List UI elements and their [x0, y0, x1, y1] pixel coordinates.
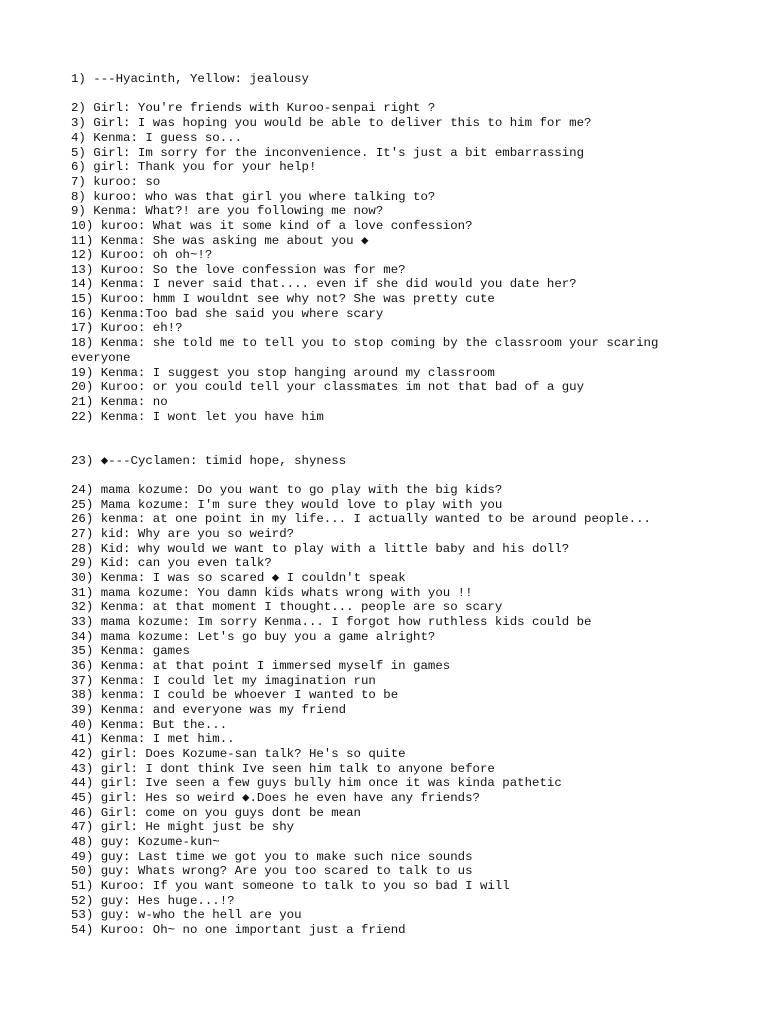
line-5: 5) Girl: Im sorry for the inconvenience. It's just a bit embarrassing [71, 146, 585, 160]
line-35: 35) Kenma: games [71, 644, 190, 658]
line-30: 30) Kenma: I was so scared ◆ I couldn't speak [71, 571, 406, 585]
line-31: 31) mama kozume: You damn kids whats wrong with you !! [71, 586, 473, 600]
line-15: 15) Kuroo: hmm I wouldnt see why not? She was pretty cute [71, 292, 495, 306]
line-18: 18) Kenma: she told me to tell you to stop coming by the classroom your scaring [71, 336, 659, 350]
line-41: 41) Kenma: I met him.. [71, 732, 235, 746]
line-32: 32) Kenma: at that moment I thought... people are so scary [71, 600, 503, 614]
line-38: 38) kenma: I could be whoever I wanted to be [71, 688, 399, 702]
line-7: 7) kuroo: so [71, 175, 161, 189]
line-21: 21) Kenma: no [71, 395, 168, 409]
line-2: 2) Girl: You're friends with Kuroo-senpai right ? [71, 101, 436, 115]
line-39: 39) Kenma: and everyone was my friend [71, 703, 347, 717]
line-37: 37) Kenma: I could let my imagination run [71, 674, 376, 688]
line-40: 40) Kenma: But the... [71, 718, 228, 732]
line-20: 20) Kuroo: or you could tell your classmates im not that bad of a guy [71, 380, 585, 394]
line-6: 6) girl: Thank you for your help! [71, 160, 317, 174]
line-49: 49) guy: Last time we got you to make such nice sounds [71, 850, 473, 864]
line-9: 9) Kenma: What?! are you following me now? [71, 204, 384, 218]
line-18-continued: everyone [71, 351, 131, 365]
line-51: 51) Kuroo: If you want someone to talk to you so bad I will [71, 879, 510, 893]
line-28: 28) Kid: why would we want to play with a little baby and his doll? [71, 542, 570, 556]
line-24: 24) mama kozume: Do you want to go play with the big kids? [71, 483, 503, 497]
line-29: 29) Kid: can you even talk? [71, 556, 272, 570]
line-17: 17) Kuroo: eh!? [71, 321, 183, 335]
line-14: 14) Kenma: I never said that.... even if she did would you date her? [71, 277, 577, 291]
line-52: 52) guy: Hes huge...!? [71, 894, 235, 908]
line-22: 22) Kenma: I wont let you have him [71, 410, 324, 424]
line-3: 3) Girl: I was hoping you would be able to deliver this to him for me? [71, 116, 592, 130]
line-46: 46) Girl: come on you guys dont be mean [71, 806, 361, 820]
line-12: 12) Kuroo: oh oh~!? [71, 248, 213, 262]
line-26: 26) kenma: at one point in my life... I actually wanted to be around people... [71, 512, 651, 526]
line-19: 19) Kenma: I suggest you stop hanging around my classroom [71, 366, 495, 380]
line-36: 36) Kenma: at that point I immersed myself in games [71, 659, 451, 673]
line-8: 8) kuroo: who was that girl you where talking to? [71, 190, 436, 204]
line-45: 45) girl: Hes so weird ◆.Does he even have any friends? [71, 791, 480, 805]
line-43: 43) girl: I dont think Ive seen him talk to anyone before [71, 762, 495, 776]
line-42: 42) girl: Does Kozume-san talk? He's so quite [71, 747, 406, 761]
line-23: 23) ◆---Cyclamen: timid hope, shyness [71, 454, 347, 468]
line-11: 11) Kenma: She was asking me about you ◆ [71, 234, 369, 248]
line-48: 48) guy: Kozume-kun~ [71, 835, 220, 849]
line-44: 44) girl: Ive seen a few guys bully him once it was kinda pathetic [71, 776, 562, 790]
line-54: 54) Kuroo: Oh~ no one important just a friend [71, 923, 406, 937]
line-4: 4) Kenma: I guess so... [71, 131, 243, 145]
line-10: 10) kuroo: What was it some kind of a love confession? [71, 219, 473, 233]
line-13: 13) Kuroo: So the love confession was for me? [71, 263, 406, 277]
line-34: 34) mama kozume: Let's go buy you a game alright? [71, 630, 436, 644]
line-33: 33) mama kozume: Im sorry Kenma... I forgot how ruthless kids could be [71, 615, 592, 629]
line-53: 53) guy: w-who the hell are you [71, 908, 302, 922]
line-47: 47) girl: He might just be shy [71, 820, 295, 834]
line-27: 27) kid: Why are you so weird? [71, 527, 295, 541]
line-25: 25) Mama kozume: I'm sure they would love to play with you [71, 498, 503, 512]
line-1: 1) ---Hyacinth, Yellow: jealousy [71, 72, 309, 86]
line-50: 50) guy: Whats wrong? Are you too scared to talk to us [71, 864, 473, 878]
line-16: 16) Kenma:Too bad she said you where scary [71, 307, 384, 321]
